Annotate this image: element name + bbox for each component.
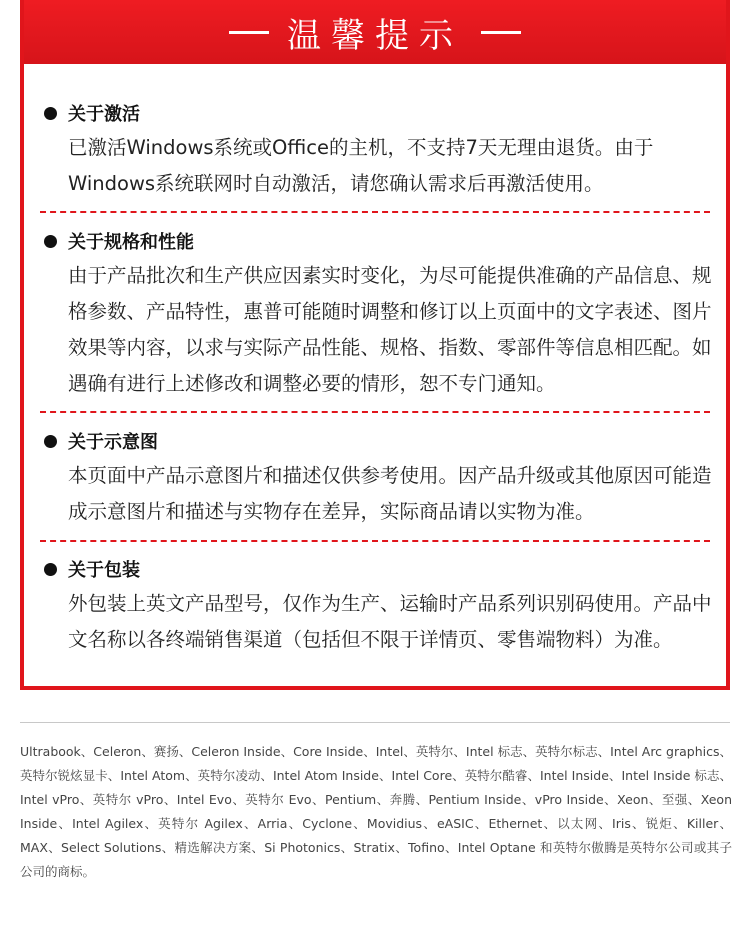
footer-divider [20,722,730,723]
section-title: 关于示意图 [68,432,158,453]
bullet-icon [44,435,57,448]
section-title: 关于激活 [68,104,140,125]
section-divider [40,411,710,413]
section-packaging [44,556,714,658]
section-title: 关于包装 [68,560,140,581]
section-body: 外包装上英文产品型号，仅作为生产、运输时产品系列识别码使用。产品中文名称以各终端销售渠道（包括但不限于详情页、零售端物料）为准。 [68,592,712,651]
section-illustration [44,428,714,530]
header-banner [24,0,726,64]
section-head [44,556,714,582]
section-title: 关于规格和性能 [68,232,194,253]
header-title-row [211,8,539,57]
section-body: 已激活Windows系统或Office的主机，不支持7天无理由退货。由于Windows系统联网时自动激活，请您确认需求后再激活使用。 [68,136,654,195]
bullet-icon [44,235,57,248]
section-specs [44,228,714,402]
trademark-notice: Ultrabook、Celeron、赛扬、Celeron Inside、Core Inside、Intel、英特尔、Intel 标志、英特尔标志、Intel Arc graphics、英特尔锐炫显卡、Intel Atom、英特尔凌动、Intel Atom Inside、Intel Core、英特尔酷睿、Intel Inside、Intel Inside 标志、Intel vPro、英特尔 vPro、Intel Evo、英特尔 Evo、Pentium、奔腾、Pentium Inside、vPro Inside、Xeon、至强、Xeon Inside、Intel Agilex、英特尔 Agilex、Arria、Cyclone、Movidius、eASIC、Ethernet、以太网、Iris、锐炬、Killer、MAX、Select Solutions、精选解决方案、Si Photonics、Stratix、Tofino、Intel Optane 和英特尔傲腾是英特尔公司或其子公司的商标。 [20,744,732,879]
section-head [44,228,714,254]
page-title: 温馨提示 [287,15,463,56]
section-body: 本页面中产品示意图片和描述仅供参考使用。因产品升级或其他原因可能造成示意图片和描述与实物存在差异，实际商品请以实物为准。 [68,464,712,523]
section-divider [40,211,710,213]
section-body: 由于产品批次和生产供应因素实时变化，为尽可能提供准确的产品信息、规格参数、产品特性，惠普可能随时调整和修订以上页面中的文字表述、图片效果等内容，以求与实际产品性能、规格、指数、零部件等信息相匹配。如遇确有进行上述修改和调整必要的情形，恕不专门通知。 [68,264,712,395]
bullet-icon [44,107,57,120]
section-head [44,100,714,126]
header-dash-left [229,31,269,34]
notice-box [20,0,730,690]
bullet-icon [44,563,57,576]
header-dash-right [481,31,521,34]
section-divider [40,540,710,542]
section-head [44,428,714,454]
section-activation [44,100,714,202]
